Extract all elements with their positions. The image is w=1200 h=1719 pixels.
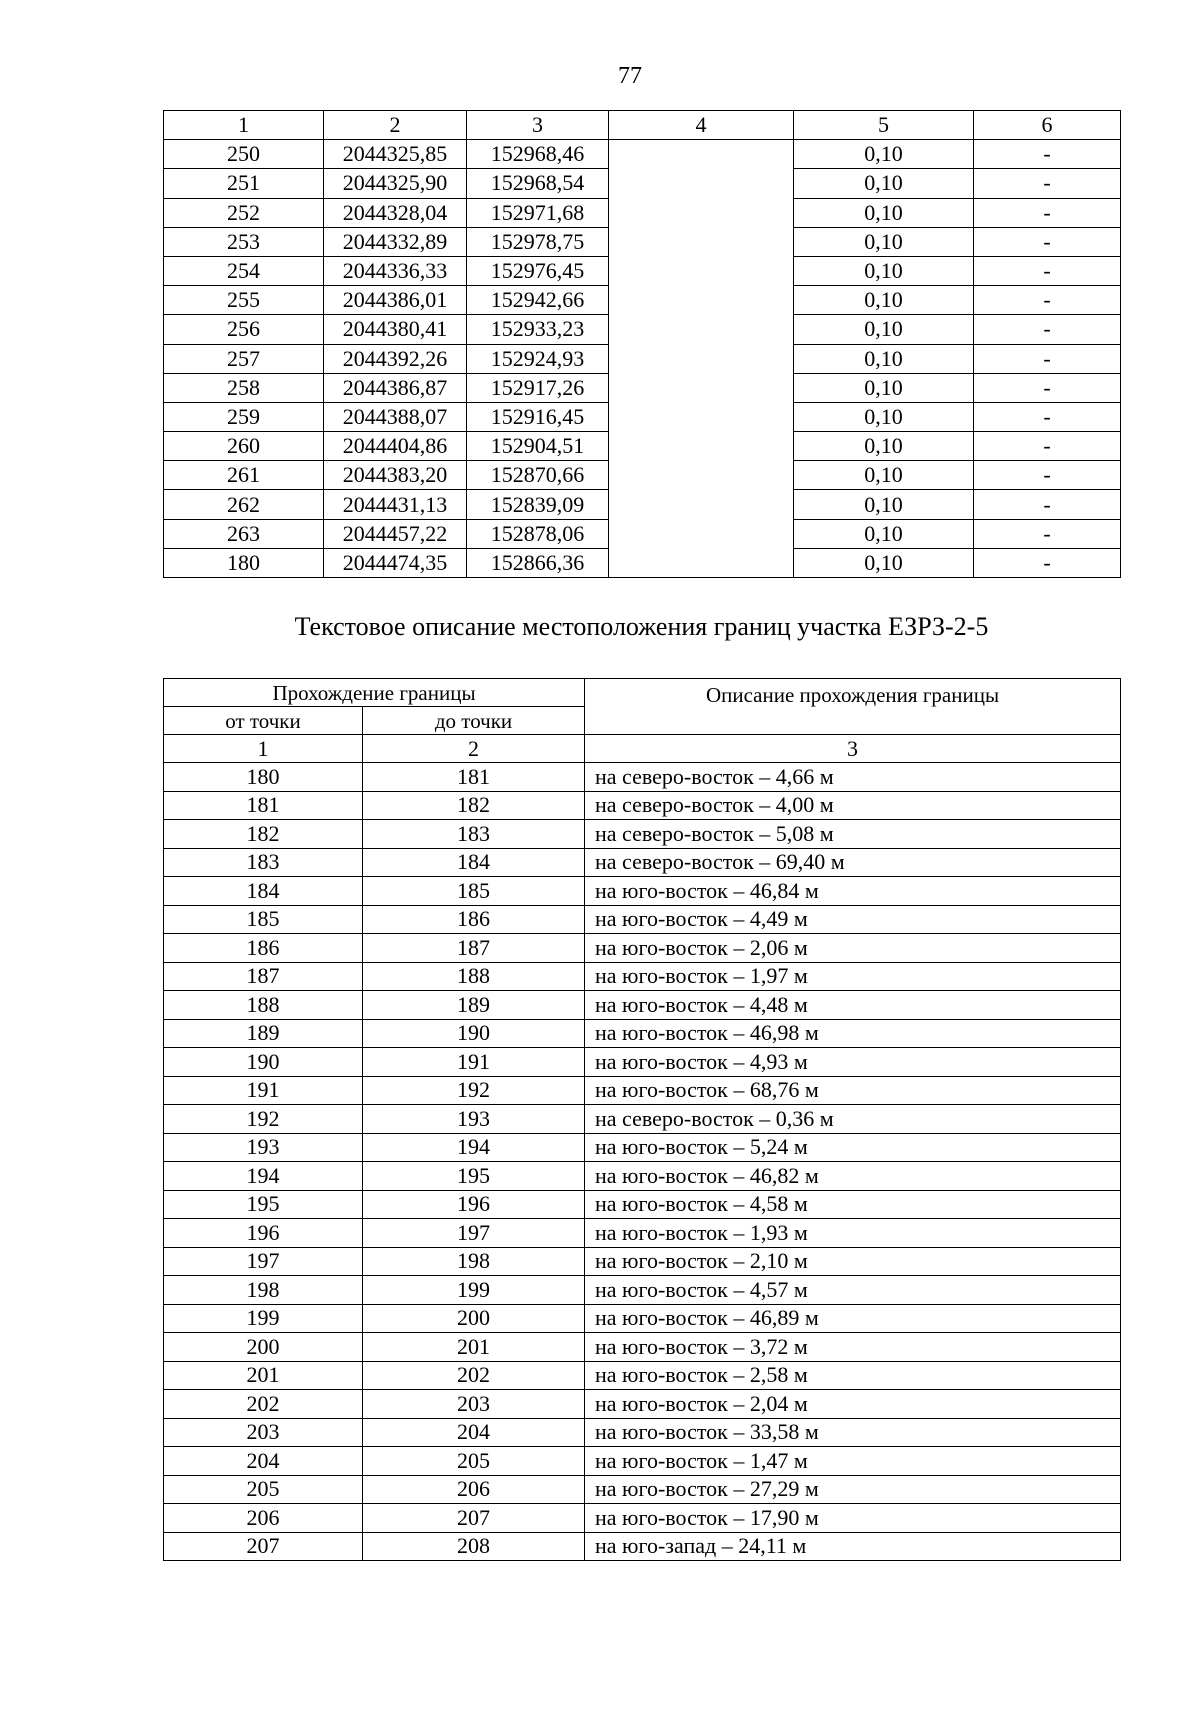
x-coordinate: 2044336,33: [324, 256, 467, 285]
to-point: 203: [363, 1390, 585, 1419]
from-point: 192: [164, 1105, 363, 1134]
boundary-description: на северо-восток – 5,08 м: [585, 820, 1121, 849]
to-point: 182: [363, 791, 585, 820]
table-row: [164, 1247, 1121, 1276]
from-point: 203: [164, 1418, 363, 1447]
boundary-description: на юго-восток – 17,90 м: [585, 1504, 1121, 1533]
from-point: 191: [164, 1076, 363, 1105]
boundary-description: на юго-восток – 46,98 м: [585, 1019, 1121, 1048]
accuracy-value: 0,10: [794, 169, 974, 198]
to-point: 194: [363, 1133, 585, 1162]
accuracy-value: 0,10: [794, 140, 974, 169]
from-point: 182: [164, 820, 363, 849]
description-table-body: [164, 763, 1121, 1561]
accuracy-value: 0,10: [794, 402, 974, 431]
boundary-description: на юго-восток – 33,58 м: [585, 1418, 1121, 1447]
x-coordinate: 2044431,13: [324, 490, 467, 519]
from-point: 195: [164, 1190, 363, 1219]
table-row: [164, 791, 1121, 820]
table-row: [164, 1447, 1121, 1476]
method-cell: [609, 140, 794, 578]
table-row: [164, 1361, 1121, 1390]
to-point: 193: [363, 1105, 585, 1134]
description-column-numbers-row: [164, 735, 1121, 763]
page-number: 77: [618, 63, 642, 89]
point-number: 263: [164, 519, 324, 548]
accuracy-value: 0,10: [794, 198, 974, 227]
from-point: 190: [164, 1048, 363, 1077]
note-value: -: [974, 432, 1121, 461]
table-row: [164, 905, 1121, 934]
y-coordinate: 152933,23: [467, 315, 609, 344]
column-number: 2: [363, 735, 585, 763]
column-number: 2: [324, 111, 467, 140]
boundary-description: на северо-восток – 4,66 м: [585, 763, 1121, 792]
boundary-description: на юго-восток – 46,82 м: [585, 1162, 1121, 1191]
to-point: 191: [363, 1048, 585, 1077]
boundary-description: на юго-запад – 24,11 м: [585, 1532, 1121, 1561]
boundary-description: на юго-восток – 1,93 м: [585, 1219, 1121, 1248]
boundary-description: на северо-восток – 4,00 м: [585, 791, 1121, 820]
to-point: 181: [363, 763, 585, 792]
y-coordinate: 152866,36: [467, 548, 609, 577]
from-point: 205: [164, 1475, 363, 1504]
y-coordinate: 152971,68: [467, 198, 609, 227]
boundary-description: на северо-восток – 69,40 м: [585, 848, 1121, 877]
accuracy-value: 0,10: [794, 286, 974, 315]
from-point: 181: [164, 791, 363, 820]
from-point: 206: [164, 1504, 363, 1533]
y-coordinate: 152878,06: [467, 519, 609, 548]
point-number: 262: [164, 490, 324, 519]
x-coordinate: 2044383,20: [324, 461, 467, 490]
from-point: 202: [164, 1390, 363, 1419]
boundary-description-table: [163, 678, 1121, 1561]
x-coordinate: 2044325,90: [324, 169, 467, 198]
y-coordinate: 152917,26: [467, 373, 609, 402]
note-value: -: [974, 548, 1121, 577]
from-point: 180: [164, 763, 363, 792]
table-row: [164, 1418, 1121, 1447]
table-row: [164, 820, 1121, 849]
point-number: 251: [164, 169, 324, 198]
note-value: -: [974, 198, 1121, 227]
boundary-description: на юго-восток – 4,49 м: [585, 905, 1121, 934]
y-coordinate: 152870,66: [467, 461, 609, 490]
note-value: -: [974, 140, 1121, 169]
note-value: -: [974, 315, 1121, 344]
point-number: 257: [164, 344, 324, 373]
to-point: 208: [363, 1532, 585, 1561]
from-point-header: от точки: [164, 707, 363, 735]
table-row: [164, 1304, 1121, 1333]
x-coordinate: 2044392,26: [324, 344, 467, 373]
column-number: 1: [164, 735, 363, 763]
table-row: [164, 934, 1121, 963]
table-row: [164, 991, 1121, 1020]
boundary-description: на северо-восток – 0,36 м: [585, 1105, 1121, 1134]
to-point: 196: [363, 1190, 585, 1219]
boundary-description: на юго-восток – 5,24 м: [585, 1133, 1121, 1162]
boundary-description: на юго-восток – 4,58 м: [585, 1190, 1121, 1219]
table-row: [164, 1504, 1121, 1533]
from-point: 197: [164, 1247, 363, 1276]
x-coordinate: 2044380,41: [324, 315, 467, 344]
x-coordinate: 2044332,89: [324, 227, 467, 256]
x-coordinate: 2044386,01: [324, 286, 467, 315]
coordinates-header-row: [164, 111, 1121, 140]
to-point: 186: [363, 905, 585, 934]
boundary-description: на юго-восток – 3,72 м: [585, 1333, 1121, 1362]
to-point: 202: [363, 1361, 585, 1390]
note-value: -: [974, 286, 1121, 315]
coordinates-table: [163, 110, 1121, 578]
y-coordinate: 152916,45: [467, 402, 609, 431]
from-point: 194: [164, 1162, 363, 1191]
from-point: 201: [164, 1361, 363, 1390]
from-point: 184: [164, 877, 363, 906]
boundary-description: на юго-восток – 2,04 м: [585, 1390, 1121, 1419]
from-point: 204: [164, 1447, 363, 1476]
accuracy-value: 0,10: [794, 373, 974, 402]
y-coordinate: 152904,51: [467, 432, 609, 461]
from-point: 189: [164, 1019, 363, 1048]
boundary-description-header: Описание прохождения границы: [585, 679, 1121, 735]
column-number: 5: [794, 111, 974, 140]
table-row: [164, 1219, 1121, 1248]
boundary-description: на юго-восток – 2,58 м: [585, 1361, 1121, 1390]
from-point: 207: [164, 1532, 363, 1561]
point-number: 255: [164, 286, 324, 315]
point-number: 260: [164, 432, 324, 461]
accuracy-value: 0,10: [794, 227, 974, 256]
table-row: [164, 1190, 1121, 1219]
point-number: 258: [164, 373, 324, 402]
point-number: 180: [164, 548, 324, 577]
to-point: 190: [363, 1019, 585, 1048]
y-coordinate: 152924,93: [467, 344, 609, 373]
from-point: 186: [164, 934, 363, 963]
table-row: [164, 1076, 1121, 1105]
table-row: [164, 140, 1121, 169]
point-number: 259: [164, 402, 324, 431]
boundary-description: на юго-восток – 27,29 м: [585, 1475, 1121, 1504]
table-row: [164, 1475, 1121, 1504]
x-coordinate: 2044325,85: [324, 140, 467, 169]
to-point: 195: [363, 1162, 585, 1191]
boundary-description: на юго-восток – 1,47 м: [585, 1447, 1121, 1476]
note-value: -: [974, 169, 1121, 198]
to-point: 192: [363, 1076, 585, 1105]
to-point: 199: [363, 1276, 585, 1305]
to-point: 188: [363, 962, 585, 991]
from-point: 200: [164, 1333, 363, 1362]
to-point: 204: [363, 1418, 585, 1447]
table-row: [164, 1048, 1121, 1077]
to-point: 206: [363, 1475, 585, 1504]
boundary-passage-header: Прохождение границы: [164, 679, 585, 707]
boundary-description: на юго-восток – 4,48 м: [585, 991, 1121, 1020]
point-number: 253: [164, 227, 324, 256]
section-title: Текстовое описание местоположения границ участка ЕЗРЗ-2-5: [294, 612, 989, 641]
table-row: [164, 1333, 1121, 1362]
column-number: 4: [609, 111, 794, 140]
note-value: -: [974, 402, 1121, 431]
x-coordinate: 2044404,86: [324, 432, 467, 461]
note-value: -: [974, 490, 1121, 519]
point-number: 250: [164, 140, 324, 169]
column-number: 3: [467, 111, 609, 140]
from-point: 198: [164, 1276, 363, 1305]
from-point: 183: [164, 848, 363, 877]
table-row: [164, 1133, 1121, 1162]
point-number: 254: [164, 256, 324, 285]
y-coordinate: 152968,46: [467, 140, 609, 169]
description-header-row: [164, 679, 1121, 707]
to-point: 198: [363, 1247, 585, 1276]
note-value: -: [974, 519, 1121, 548]
x-coordinate: 2044457,22: [324, 519, 467, 548]
note-value: -: [974, 344, 1121, 373]
table-row: [164, 1390, 1121, 1419]
boundary-description: на юго-восток – 4,93 м: [585, 1048, 1121, 1077]
to-point: 187: [363, 934, 585, 963]
accuracy-value: 0,10: [794, 256, 974, 285]
note-value: -: [974, 227, 1121, 256]
boundary-description: на юго-восток – 68,76 м: [585, 1076, 1121, 1105]
column-number: 6: [974, 111, 1121, 140]
table-row: [164, 763, 1121, 792]
table-row: [164, 848, 1121, 877]
accuracy-value: 0,10: [794, 519, 974, 548]
table-row: [164, 1105, 1121, 1134]
x-coordinate: 2044328,04: [324, 198, 467, 227]
x-coordinate: 2044386,87: [324, 373, 467, 402]
boundary-description: на юго-восток – 4,57 м: [585, 1276, 1121, 1305]
column-number: 3: [585, 735, 1121, 763]
to-point: 207: [363, 1504, 585, 1533]
table-row: [164, 962, 1121, 991]
point-number: 261: [164, 461, 324, 490]
accuracy-value: 0,10: [794, 432, 974, 461]
table-row: [164, 1276, 1121, 1305]
x-coordinate: 2044388,07: [324, 402, 467, 431]
note-value: -: [974, 373, 1121, 402]
column-number: 1: [164, 111, 324, 140]
accuracy-value: 0,10: [794, 548, 974, 577]
x-coordinate: 2044474,35: [324, 548, 467, 577]
to-point-header: до точки: [363, 707, 585, 735]
y-coordinate: 152968,54: [467, 169, 609, 198]
y-coordinate: 152942,66: [467, 286, 609, 315]
boundary-description: на юго-восток – 1,97 м: [585, 962, 1121, 991]
to-point: 197: [363, 1219, 585, 1248]
boundary-description: на юго-восток – 2,10 м: [585, 1247, 1121, 1276]
to-point: 205: [363, 1447, 585, 1476]
boundary-description: на юго-восток – 46,89 м: [585, 1304, 1121, 1333]
y-coordinate: 152978,75: [467, 227, 609, 256]
table-row: [164, 1532, 1121, 1561]
to-point: 200: [363, 1304, 585, 1333]
accuracy-value: 0,10: [794, 490, 974, 519]
point-number: 252: [164, 198, 324, 227]
y-coordinate: 152976,45: [467, 256, 609, 285]
to-point: 185: [363, 877, 585, 906]
point-number: 256: [164, 315, 324, 344]
from-point: 187: [164, 962, 363, 991]
from-point: 199: [164, 1304, 363, 1333]
accuracy-value: 0,10: [794, 315, 974, 344]
from-point: 193: [164, 1133, 363, 1162]
to-point: 184: [363, 848, 585, 877]
note-value: -: [974, 256, 1121, 285]
from-point: 188: [164, 991, 363, 1020]
table-row: [164, 1162, 1121, 1191]
accuracy-value: 0,10: [794, 461, 974, 490]
boundary-description: на юго-восток – 46,84 м: [585, 877, 1121, 906]
from-point: 185: [164, 905, 363, 934]
y-coordinate: 152839,09: [467, 490, 609, 519]
note-value: -: [974, 461, 1121, 490]
table-row: [164, 877, 1121, 906]
coordinates-table-body: [164, 140, 1121, 578]
boundary-description: на юго-восток – 2,06 м: [585, 934, 1121, 963]
to-point: 183: [363, 820, 585, 849]
from-point: 196: [164, 1219, 363, 1248]
accuracy-value: 0,10: [794, 344, 974, 373]
to-point: 201: [363, 1333, 585, 1362]
to-point: 189: [363, 991, 585, 1020]
table-row: [164, 1019, 1121, 1048]
